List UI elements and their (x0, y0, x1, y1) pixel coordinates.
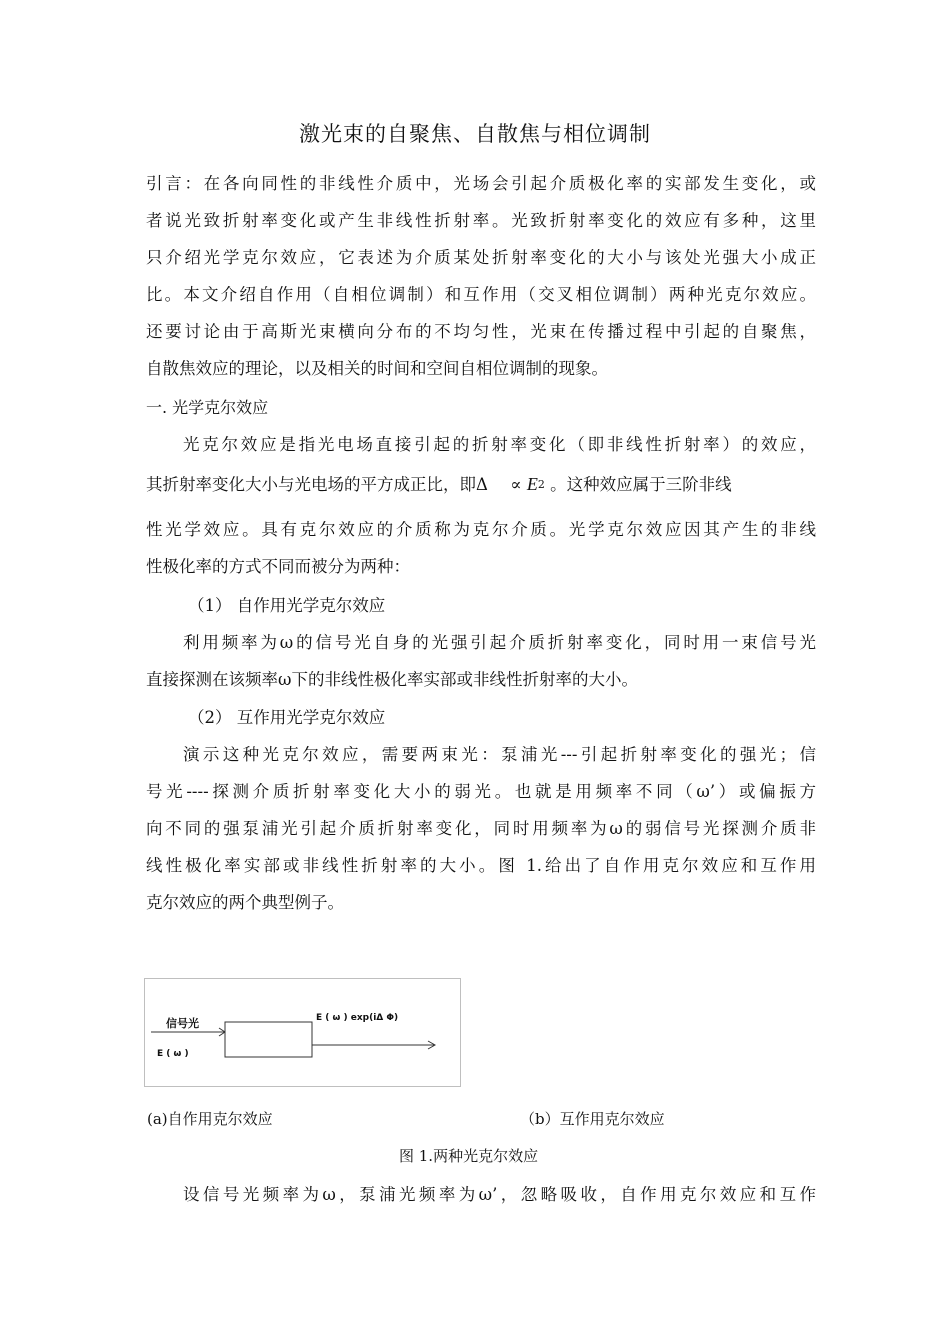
paragraph-line: 性极化率的方式不同而被分为两种： (146, 557, 410, 576)
intro-line: 自散焦效应的理论，以及相关的时间和空间自相位调制的现象。 (146, 359, 608, 378)
kerr-medium-box (225, 1022, 312, 1057)
input-field-label: E ( ω ) (157, 1049, 189, 1059)
formula-e: E (526, 474, 538, 494)
figure-self-kerr (144, 978, 461, 1087)
output-field-label: E ( ω ) exp(iΔ Φ) (316, 1013, 399, 1023)
paragraph-line: 性光学效应。具有克尔效应的介质称为克尔介质。光学克尔效应因其产生的非线 (146, 520, 816, 539)
paragraph-line: 演示这种光克尔效应，需要两束光：泵浦光---引起折射率变化的强光；信 (183, 745, 816, 764)
paragraph-line: 号光----探测介质折射率变化大小的弱光。也就是用频率不同（ω’）或偏振方 (146, 782, 816, 801)
formula-prefix: 其折射率变化大小与光电场的平方成正比，即Δ (146, 475, 488, 494)
intro-line: 还要讨论由于高斯光束横向分布的不均匀性，光束在传播过程中引起的自聚焦， (146, 322, 816, 341)
subsection-heading: （2） 互作用光学克尔效应 (188, 708, 386, 727)
paragraph-line: 直接探测在该频率ω下的非线性极化率实部或非线性折射率的大小。 (146, 670, 638, 689)
subsection-heading: （1） 自作用光学克尔效应 (188, 596, 386, 615)
signal-light-label: 信号光 (166, 1017, 199, 1030)
figure-diagram (145, 979, 462, 1088)
figure-caption-a: (a)自作用克尔效应 (147, 1110, 273, 1128)
paragraph-line: 光克尔效应是指光电场直接引起的折射率变化（即非线性折射率）的效应， (183, 435, 816, 454)
figure-caption: 图 1.两种光克尔效应 (399, 1147, 539, 1165)
intro-line: 比。本文介绍自作用（自相位调制）和互作用（交叉相位调制）两种光克尔效应。 (146, 285, 816, 304)
page-title: 激光束的自聚焦、自散焦与相位调制 (299, 122, 651, 146)
figure-caption-b: （b）互作用克尔效应 (520, 1110, 665, 1128)
intro-line: 只介绍光学克尔效应，它表述为介质某处折射率变化的大小与该处光强大小成正 (146, 248, 816, 267)
paragraph-line-with-formula (146, 472, 816, 497)
paragraph-line: 向不同的强泵浦光引起介质折射率变化，同时用频率为ω的弱信号光探测介质非 (146, 819, 816, 838)
paragraph-line: 线性极化率实部或非线性折射率的大小。图 1.给出了自作用克尔效应和互作用 (146, 856, 816, 875)
section-heading: 一. 光学克尔效应 (146, 398, 269, 417)
formula-suffix: 。这种效应属于三阶非线 (550, 475, 732, 494)
formula-exponent: 2 (537, 478, 545, 491)
proportional-symbol: ∝ (510, 475, 522, 494)
paragraph-line: 利用频率为ω的信号光自身的光强引起介质折射率变化，同时用一束信号光 (183, 633, 816, 652)
intro-line: 者说光致折射率变化或产生非线性折射率。光致折射率变化的效应有多种，这里 (146, 211, 816, 230)
paragraph-line: 设信号光频率为ω，泵浦光频率为ω’，忽略吸收，自作用克尔效应和互作 (183, 1185, 816, 1204)
paragraph-line: 克尔效应的两个典型例子。 (146, 893, 344, 912)
intro-line: 引言：在各向同性的非线性介质中，光场会引起介质极化率的实部发生变化，或 (146, 174, 816, 193)
